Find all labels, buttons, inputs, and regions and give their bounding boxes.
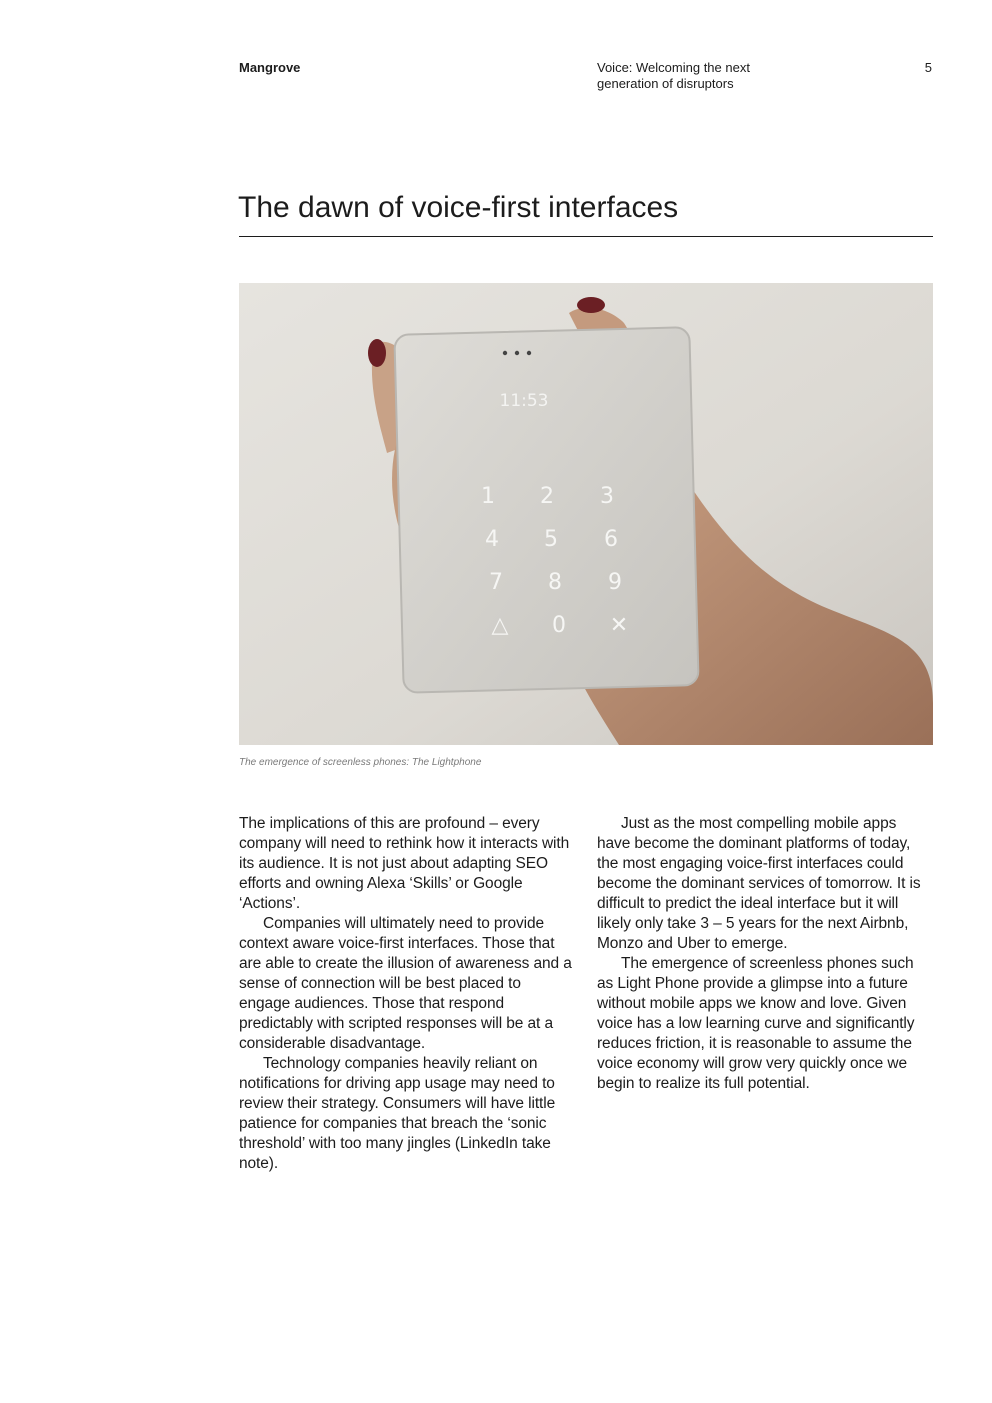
section-title: Voice: Welcoming the next generation of disruptors bbox=[597, 60, 750, 91]
image-caption: The emergence of screenless phones: The Lightphone bbox=[239, 757, 482, 768]
paragraph: Just as the most compelling mobile apps have become the dominant platforms of today, the most engaging voice-first interfaces could become the dominant services of tomorrow. It is difficult to predict the ideal interface but it will likely only take 3 – 5 years for the next Airbnb, Monzo and Uber to emerge. bbox=[597, 815, 921, 952]
keypad-key: 6 bbox=[604, 527, 618, 552]
body-column-1 bbox=[239, 814, 575, 1174]
paragraph: Technology companies heavily reliant on notifications for driving app usage may need to review their strategy. Consumers will have little patience for companies that breach the ‘sonic threshold’ with too many jingles (LinkedIn take note). bbox=[239, 1055, 556, 1172]
phone-time: 11:53 bbox=[499, 391, 549, 411]
keypad-key: 1 bbox=[481, 484, 495, 509]
keypad-key: 5 bbox=[544, 527, 558, 552]
keypad-key: 2 bbox=[540, 484, 554, 509]
keypad-key: 9 bbox=[608, 570, 622, 595]
body-column-2 bbox=[597, 814, 933, 1094]
keypad-key: ✕ bbox=[609, 613, 629, 638]
page-number: 5 bbox=[924, 60, 932, 75]
keypad-key: △ bbox=[491, 613, 509, 638]
title-divider bbox=[239, 236, 933, 237]
keypad-key: 8 bbox=[548, 570, 562, 595]
keypad-key: 0 bbox=[552, 613, 566, 638]
keypad-key: 4 bbox=[485, 527, 499, 552]
keypad-key: 3 bbox=[600, 484, 614, 509]
paragraph: The emergence of screenless phones such as Light Phone provide a glimpse into a future without mobile apps we know and love. Given voice has a low learning curve and significantly reduces friction, it is reasonable to assume the voice economy will grow very quickly once we begin to realize its full potential. bbox=[597, 955, 915, 1092]
paragraph: Companies will ultimately need to provide context aware voice-first interfaces. Those that are able to create the illusion of awareness and a sense of connection will be best placed to engage audiences. Those that respond predictably with scripted responses will be at a considerable disadvantage. bbox=[239, 915, 572, 1052]
paragraph: The implications of this are profound – every company will need to rethink how it interacts with its audience. It is not just about adapting SEO efforts and owning Alexa ‘Skills’ or Google ‘Actions’. bbox=[239, 815, 570, 912]
brand-name: Mangrove bbox=[239, 60, 301, 75]
page-title: The dawn of voice-first interfaces bbox=[238, 191, 679, 224]
keypad-key: 7 bbox=[489, 570, 503, 595]
lightphone-photo bbox=[239, 283, 933, 745]
